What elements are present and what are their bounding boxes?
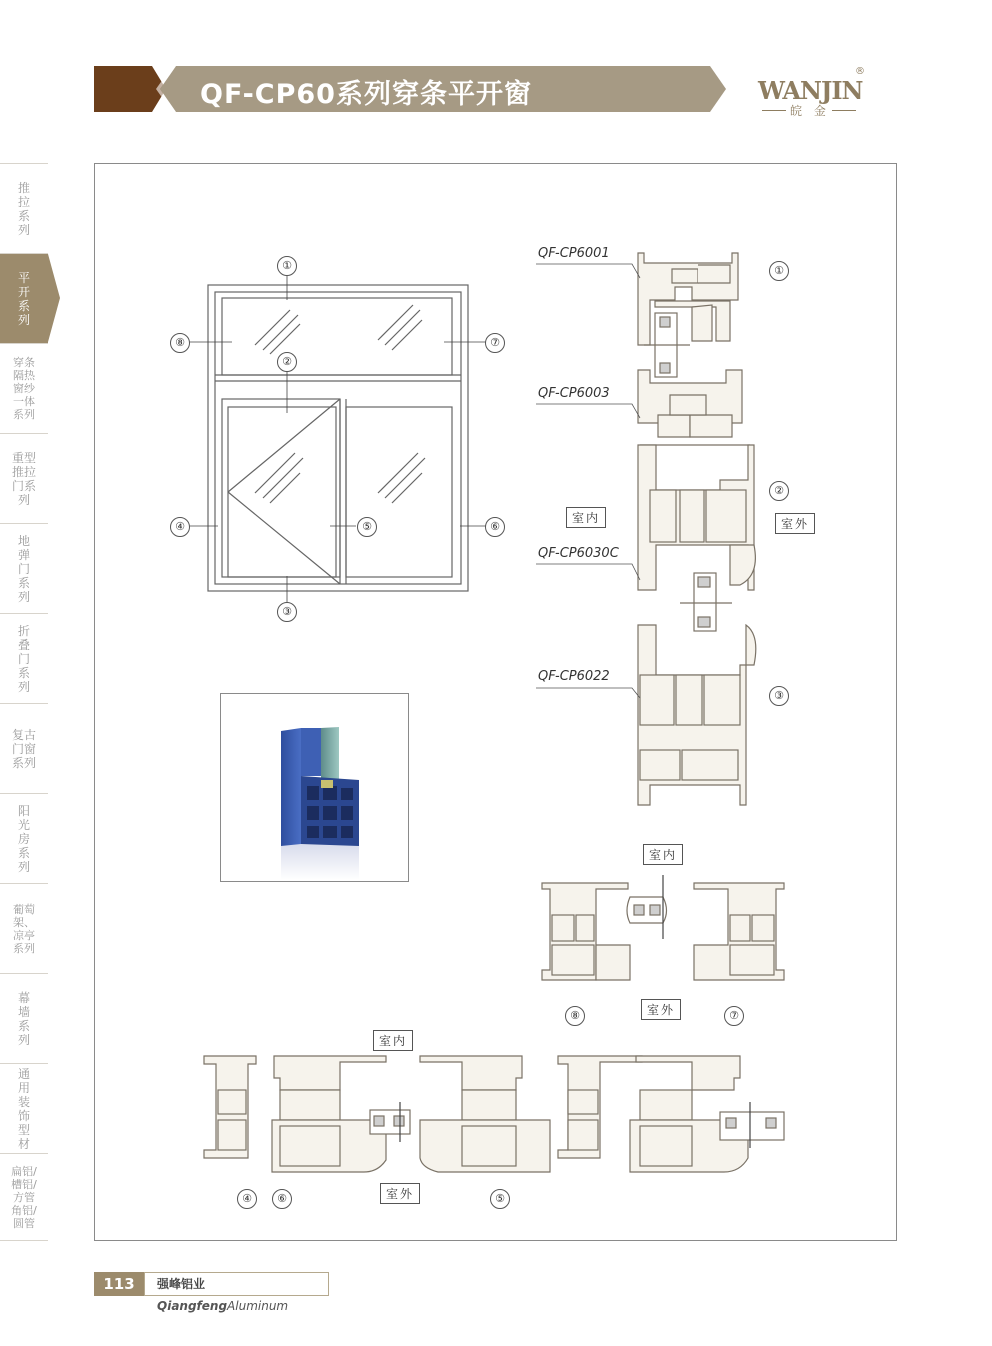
page-number: 113 bbox=[94, 1272, 144, 1296]
callout-4-section: ④ bbox=[237, 1189, 257, 1209]
profile-photo-frame bbox=[220, 693, 409, 882]
sidebar-tab-pergola[interactable]: 葡萄架、凉亭系列 bbox=[0, 883, 48, 973]
logo-rule-left bbox=[762, 110, 786, 111]
company-name-en-1: Qiangfeng bbox=[157, 1299, 228, 1313]
callout-8: ⑧ bbox=[170, 333, 190, 353]
callout-2-section: ② bbox=[769, 481, 789, 501]
label-outdoor-1: 室外 bbox=[775, 513, 815, 534]
brand-logo-cn: 皖 金 bbox=[790, 104, 830, 118]
sidebar-tab-screen-window[interactable]: 穿条隔热窗纱一体系列 bbox=[0, 343, 48, 433]
label-indoor-1: 室内 bbox=[566, 507, 606, 528]
callout-7-section: ⑦ bbox=[724, 1006, 744, 1026]
company-name-en-2: Aluminum bbox=[227, 1299, 289, 1313]
label-outdoor-3: 室外 bbox=[380, 1183, 420, 1204]
horizontal-section-4-6-5 bbox=[200, 1050, 790, 1180]
window-elevation-drawing bbox=[160, 250, 520, 630]
callout-1: ① bbox=[277, 256, 297, 276]
callout-7: ⑦ bbox=[485, 333, 505, 353]
callout-5: ⑤ bbox=[357, 517, 377, 537]
callout-6: ⑥ bbox=[485, 517, 505, 537]
sidebar-tab-sunroom[interactable]: 阳光房系列 bbox=[0, 793, 48, 883]
label-qf-cp6030c: QF-CP6030C bbox=[538, 546, 619, 561]
sidebar-tab-casement[interactable]: 平开系列 bbox=[0, 253, 48, 343]
company-name-cn: 强峰铝业 bbox=[157, 1277, 206, 1291]
label-indoor-2: 室内 bbox=[643, 844, 683, 865]
footer-company bbox=[144, 1272, 329, 1313]
sidebar-tab-flat-bar-tube[interactable]: 扁铝/槽铝/方管角铝/圆管 bbox=[0, 1153, 48, 1241]
sidebar-tab-curtain-wall[interactable]: 幕墙系列 bbox=[0, 973, 48, 1063]
sidebar-tab-retro-door-window[interactable]: 复古门窗系列 bbox=[0, 703, 48, 793]
sidebar-tab-folding-door[interactable]: 折叠门系列 bbox=[0, 613, 48, 703]
callout-1-section: ① bbox=[769, 261, 789, 281]
callout-3: ③ bbox=[277, 602, 297, 622]
profile-3d-image bbox=[221, 694, 408, 881]
logo-rule-right bbox=[832, 110, 856, 111]
callout-2: ② bbox=[277, 352, 297, 372]
callout-8-section: ⑧ bbox=[565, 1006, 585, 1026]
sidebar-tab-floor-spring-door[interactable]: 地弹门系列 bbox=[0, 523, 48, 613]
callout-3-section: ③ bbox=[769, 686, 789, 706]
active-tab-pointer bbox=[48, 254, 60, 342]
page-title: QF-CP60系列穿条平开窗 bbox=[200, 79, 532, 110]
horizontal-section-8-7 bbox=[538, 875, 788, 990]
label-qf-cp6003: QF-CP6003 bbox=[538, 386, 610, 401]
label-qf-cp6022: QF-CP6022 bbox=[538, 669, 610, 684]
sidebar-tab-general-profiles[interactable]: 通用装饰型材 bbox=[0, 1063, 48, 1153]
callout-5-section: ⑤ bbox=[490, 1189, 510, 1209]
registered-mark: ® bbox=[855, 66, 865, 77]
sidebar-tab-sliding[interactable]: 推拉系列 bbox=[0, 163, 48, 253]
label-qf-cp6001: QF-CP6001 bbox=[538, 246, 610, 261]
label-outdoor-2: 室外 bbox=[641, 999, 681, 1020]
profile-leader-lines bbox=[536, 258, 644, 698]
brand-logo: WANJIN bbox=[758, 76, 863, 105]
callout-6-section: ⑥ bbox=[272, 1189, 292, 1209]
label-indoor-3: 室内 bbox=[373, 1030, 413, 1051]
callout-4: ④ bbox=[170, 517, 190, 537]
sidebar-tab-heavy-sliding-door[interactable]: 重型推拉门系列 bbox=[0, 433, 48, 523]
